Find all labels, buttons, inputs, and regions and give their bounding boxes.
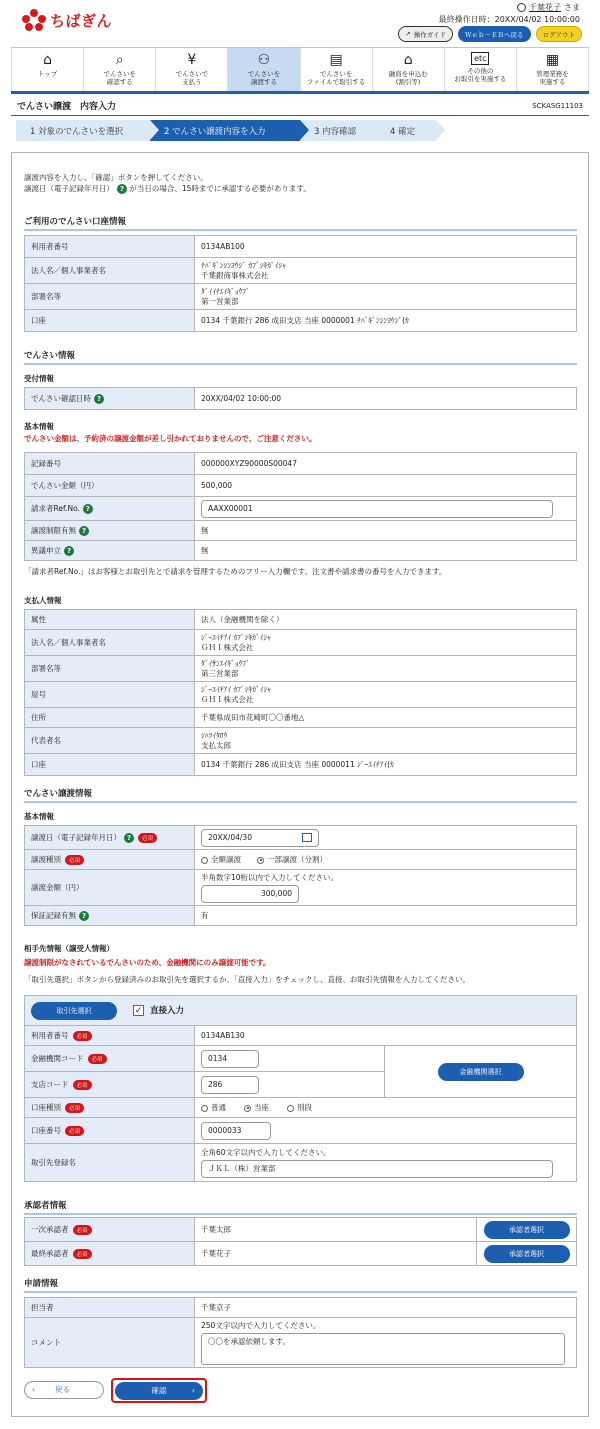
comment-hint: 250文字以内で入力してください。 <box>201 1321 321 1330</box>
row-value: 法人（金融機関を除く） <box>195 610 577 630</box>
table-row <box>25 1118 577 1144</box>
logo-flower-icon <box>22 9 46 31</box>
nav-label: その他の お取引を実施する <box>454 67 507 84</box>
row-label: 記録番号 <box>25 453 195 475</box>
row-value <box>195 1144 577 1182</box>
table-row <box>25 906 577 926</box>
main-content <box>11 152 589 1417</box>
header-buttons <box>398 26 582 42</box>
row-label <box>25 1072 195 1098</box>
table-row <box>25 1026 577 1046</box>
transfer-basic-subtitle: 基本情報 <box>24 812 54 821</box>
screen-id: SCKASG11103 <box>532 101 583 110</box>
label-text: 最終承認者 <box>31 1249 69 1258</box>
row-value <box>195 870 577 906</box>
table-row <box>25 826 577 850</box>
confirm-label: 確認 <box>151 1385 167 1395</box>
transfer-icon: ⚇ <box>257 52 271 68</box>
row-label: 住所 <box>25 708 195 728</box>
chibagin-logo[interactable] <box>22 9 112 31</box>
table-row <box>25 1046 577 1072</box>
back-label: 戻る <box>55 1385 70 1394</box>
table-row <box>25 630 577 656</box>
help-icon[interactable]: ? <box>94 394 104 404</box>
row-label: 代表者名 <box>25 728 195 754</box>
approver-btn-cell <box>477 1242 577 1266</box>
table-row <box>25 682 577 708</box>
step-4: 4 確定 <box>376 120 436 141</box>
row-value: ｼﾊﾗｲﾀﾛｳ 支払太郎 <box>195 728 577 754</box>
nav-admin[interactable] <box>517 48 589 91</box>
user-name[interactable]: 千葉花子 <box>529 3 561 12</box>
reg-name-hint: 全角60文字以内で入力してください。 <box>201 1148 331 1157</box>
table-row <box>25 521 577 541</box>
row-label <box>25 1242 195 1266</box>
row-value <box>195 1046 385 1072</box>
row-label: 担当者 <box>25 1298 195 1318</box>
intro-line-2a: 譲渡日（電子記録年月日） <box>24 183 114 193</box>
basic-info-table <box>24 452 577 561</box>
confirm-button-highlight <box>111 1378 207 1403</box>
row-label: 利用者番号 <box>25 236 195 258</box>
row-label <box>25 1098 195 1118</box>
row-label: でんさい金額（円） <box>25 475 195 497</box>
section-transfer-title: でんさい譲渡情報 <box>24 787 577 803</box>
partner-select-button[interactable]: 取引先選択 <box>31 1002 117 1020</box>
step-3: 3 内容確認 <box>300 120 376 141</box>
user-icon <box>517 3 526 12</box>
type-full-label: 全額譲渡 <box>211 855 241 864</box>
row-value: ﾁﾊﾞｷﾞﾝｼﾝﾖｳｼﾞ ｶﾌﾞｼｷｶﾞｲｼｬ 千葉銀商事株式会社 <box>195 258 577 284</box>
table-row <box>25 1218 577 1242</box>
global-nav <box>11 47 589 94</box>
external-link-icon: ↗ <box>405 30 411 38</box>
label-text: 請求者Ref.No. <box>31 504 80 513</box>
operation-guide-label: 操作ガイド <box>413 30 446 39</box>
intro-text <box>24 173 311 194</box>
nav-file[interactable] <box>301 48 373 91</box>
type-full-radio[interactable] <box>201 857 208 864</box>
account-no-input[interactable]: 0000033 <box>201 1122 271 1140</box>
step-1: 1 対象のでんさいを選択 <box>16 120 150 141</box>
nav-label: でんさいを 譲渡する <box>247 70 281 87</box>
nav-label: トップ <box>37 70 58 78</box>
row-label: 口座 <box>25 310 195 332</box>
calendar-icon[interactable] <box>302 833 312 842</box>
acct-separate-label: 別段 <box>297 1103 312 1112</box>
row-value: ｼﾞｰｴｲﾁｱｲ ｶﾌﾞｼｷｶﾞｲｼｬ ＧＨＩ株式会社 <box>195 682 577 708</box>
table-row <box>25 1318 577 1368</box>
row-label: コメント <box>25 1318 195 1368</box>
required-badge: 必須 <box>73 1225 92 1235</box>
partner-table <box>24 995 577 1182</box>
table-row <box>25 258 577 284</box>
logout-button[interactable]: ログアウト <box>536 26 583 42</box>
nav-top[interactable] <box>11 48 84 91</box>
row-label: 譲渡金額（円） <box>25 870 195 906</box>
row-label <box>25 906 195 926</box>
approver-table <box>24 1217 577 1266</box>
search-icon: ⌕ <box>115 52 124 68</box>
row-label <box>25 1218 195 1242</box>
branch-code-input[interactable]: 286 <box>201 1076 259 1094</box>
row-value: 千葉花子 <box>195 1242 477 1266</box>
nav-loan[interactable] <box>373 48 445 91</box>
row-label <box>25 1026 195 1046</box>
transfer-table <box>24 825 577 926</box>
reception-table <box>24 387 577 410</box>
nav-label: 管理業務を 実施する <box>536 70 569 87</box>
row-label: 口座 <box>25 754 195 776</box>
row-label: 法人名／個人事業者名 <box>25 258 195 284</box>
acct-ordinary-label: 普通 <box>211 1103 226 1112</box>
table-row <box>25 656 577 682</box>
row-label <box>25 826 195 850</box>
row-value: 千葉太郎 <box>195 1218 477 1242</box>
payer-subtitle: 支払人情報 <box>24 596 62 605</box>
direct-input-checkbox[interactable]: ✓ <box>134 1006 143 1016</box>
reception-subtitle: 受付情報 <box>24 374 54 383</box>
table-row <box>25 1144 577 1182</box>
acct-current-label: 当座 <box>254 1103 269 1112</box>
section-apply-title: 申請情報 <box>24 1277 577 1293</box>
table-row <box>25 708 577 728</box>
row-label <box>25 541 195 561</box>
label-text: 金融機関コード <box>31 1054 84 1063</box>
user-suffix: さま <box>564 3 580 12</box>
home-icon: ⌂ <box>43 52 52 68</box>
ref-no-input[interactable]: AAXX00001 <box>201 500 553 518</box>
nav-transfer[interactable] <box>228 48 300 91</box>
row-value: 千葉県成田市花崎町〇〇番地△ <box>195 708 577 728</box>
help-icon[interactable]: ? <box>124 833 134 843</box>
row-label <box>25 1118 195 1144</box>
user-info <box>517 2 580 13</box>
row-value: 無 <box>195 521 577 541</box>
type-partial-radio[interactable] <box>257 857 264 864</box>
row-value <box>195 1072 385 1098</box>
admin-icon: ▦ <box>545 52 560 68</box>
partner-subtitle: 相手先情報（譲受人情報） <box>24 944 114 953</box>
table-row <box>25 728 577 754</box>
approver-btn-cell <box>477 1218 577 1242</box>
table-row <box>25 497 577 521</box>
acct-separate-radio[interactable] <box>287 1105 294 1112</box>
apply-table <box>24 1297 577 1368</box>
label-text: 一次承認者 <box>31 1225 69 1234</box>
row-value <box>195 1118 577 1144</box>
amount-input[interactable]: 300,000 <box>201 885 299 903</box>
transfer-date-input[interactable] <box>201 829 319 847</box>
help-icon[interactable]: ? <box>79 911 89 921</box>
row-value <box>195 850 577 870</box>
row-label: 部署名等 <box>25 656 195 682</box>
table-row <box>25 850 577 870</box>
section-approver-title: 承認者情報 <box>24 1199 577 1215</box>
label-text: 利用者番号 <box>31 1031 69 1040</box>
nav-label: でんさいを ファイルで取引する <box>306 70 366 87</box>
table-row <box>25 388 577 410</box>
nav-pay[interactable] <box>156 48 228 91</box>
row-value: 000000XYZ90000S00047 <box>195 453 577 475</box>
type-partial-label: 一部譲渡（分割） <box>267 855 327 864</box>
bank-select-cell <box>385 1046 577 1098</box>
intro-line-2b: が当日の場合、15時までに承認する必要があります。 <box>129 183 311 193</box>
section-account-title: ご利用のでんさい口座情報 <box>24 215 577 231</box>
table-row <box>25 284 577 310</box>
row-value <box>195 826 577 850</box>
table-row <box>25 1242 577 1266</box>
required-badge: 必須 <box>138 833 157 843</box>
label-text: 譲渡制限有無 <box>31 526 76 535</box>
help-icon[interactable]: ? <box>117 184 127 194</box>
progress-steps <box>16 120 584 141</box>
comment-textarea[interactable]: 〇〇を承認依頼します。 <box>201 1333 565 1365</box>
table-row <box>25 754 577 776</box>
row-label: 部署名等 <box>25 284 195 310</box>
nav-other[interactable] <box>445 48 517 91</box>
bank-code-input[interactable]: 0134 <box>201 1050 259 1068</box>
account-table <box>24 235 577 332</box>
help-icon[interactable]: ? <box>64 546 74 556</box>
page-title: でんさい譲渡 内容入力 <box>17 102 117 112</box>
label-text: 口座番号 <box>31 1126 61 1135</box>
final-approver-select-button[interactable]: 承認者選択 <box>484 1245 570 1263</box>
acct-ordinary-radio[interactable] <box>201 1105 208 1112</box>
row-value: 千葉京子 <box>195 1298 577 1318</box>
confirm-button[interactable] <box>115 1382 203 1400</box>
help-icon[interactable]: ? <box>79 526 89 536</box>
file-icon: ▤ <box>329 52 343 68</box>
row-label <box>25 850 195 870</box>
row-value: 有 <box>195 906 577 926</box>
required-badge: 必須 <box>73 1080 92 1090</box>
row-label <box>25 521 195 541</box>
table-row <box>25 453 577 475</box>
ref-no-note: 「請求者Ref.No.」はお客様とお取引先とで請求を管理するためのフリー入力欄です。注文書や請求書の番号を入力できます。 <box>24 567 447 576</box>
back-button[interactable] <box>24 1381 104 1399</box>
row-label: 属性 <box>25 610 195 630</box>
required-badge: 必須 <box>88 1054 107 1064</box>
section-densai-title: でんさい情報 <box>24 349 577 365</box>
basic-subtitle: 基本情報 <box>24 422 54 431</box>
label-text: 口座種別 <box>31 1103 61 1112</box>
row-label: 取引先登録名 <box>25 1144 195 1182</box>
nav-label: でんさいで 支払う <box>175 70 209 87</box>
row-value: ﾀﾞｲｲﾁｴｲｷﾞｮｳﾌﾞ 第一営業部 <box>195 284 577 310</box>
bank-icon: ⌂ <box>403 52 413 68</box>
payment-icon: ¥ <box>187 52 197 68</box>
intro-line-1: 譲渡内容を入力し、「確認」ボタンを押してください。 <box>24 173 208 182</box>
row-value: 0134AB130 <box>195 1026 577 1046</box>
direct-input-label: 直接入力 <box>150 1005 185 1016</box>
row-value: 500,000 <box>195 475 577 497</box>
acct-current-radio[interactable] <box>244 1105 251 1112</box>
page-title-bar <box>11 96 589 116</box>
table-row <box>25 1298 577 1318</box>
reg-name-input[interactable]: ＪＫＬ（株）営業部 <box>201 1160 553 1178</box>
label-text: でんさい確認日時 <box>31 394 91 403</box>
table-row <box>25 475 577 497</box>
row-label: 法人名／個人事業者名 <box>25 630 195 656</box>
required-badge: 必須 <box>65 1103 84 1113</box>
table-row <box>25 236 577 258</box>
first-approver-select-button[interactable]: 承認者選択 <box>484 1221 570 1239</box>
row-value: 0134 千葉銀行 286 成田支店 当座 0000011 ｼﾞｰｴｲﾁｱｲ(ｶ <box>195 754 577 776</box>
row-label <box>25 388 195 410</box>
logo-text: ちばぎん <box>50 11 113 30</box>
nav-label: 融資を申込む (割引等) <box>388 70 428 87</box>
label-text: 譲渡日（電子記録年月日） <box>31 833 121 842</box>
nav-check[interactable] <box>84 48 156 91</box>
table-row <box>25 1098 577 1118</box>
amount-hint: 半角数字10桁以内で入力してください。 <box>201 873 339 882</box>
row-value: 0134 千葉銀行 286 成田支店 当座 0000001 ﾁﾊﾞｷﾞﾝｼﾝﾖｳｼﾞ(ｶ <box>195 310 577 332</box>
row-value: 0134AB100 <box>195 236 577 258</box>
web-eb-return-button[interactable]: Ｗｅｂ－ＥＢへ戻る <box>458 26 531 42</box>
table-row <box>25 310 577 332</box>
chevron-right-icon: › <box>192 1385 195 1395</box>
row-label <box>25 497 195 521</box>
table-row <box>25 996 577 1026</box>
partner-select-row <box>25 996 577 1026</box>
help-icon[interactable]: ? <box>83 504 93 514</box>
table-row <box>25 870 577 906</box>
chevron-left-icon: ‹ <box>32 1385 35 1394</box>
required-badge: 必須 <box>65 1126 84 1136</box>
bank-select-button[interactable]: 金融機関選択 <box>438 1063 524 1081</box>
step-2: 2 でんさい譲渡内容を入力 <box>150 120 300 141</box>
row-value: ﾀﾞｲｻﾝｴｲｷﾞｮｳﾌﾞ 第三営業部 <box>195 656 577 682</box>
last-operation-time: 最終操作日時：20XX/04/02 10:00:00 <box>438 15 580 24</box>
operation-guide-button[interactable] <box>398 26 453 42</box>
etc-icon: etc <box>471 52 489 65</box>
header <box>0 0 600 46</box>
row-value: ｼﾞｰｴｲﾁｱｲ ｶﾌﾞｼｷｶﾞｲｼｬ ＧＨＩ株式会社 <box>195 630 577 656</box>
row-value <box>195 1098 577 1118</box>
row-value <box>195 497 577 521</box>
row-value <box>195 1318 577 1368</box>
partner-warning: 譲渡制限がなされているでんさいのため、金融機関にのみ譲渡可能です。 <box>24 958 271 967</box>
label-text: 譲渡種別 <box>31 855 61 864</box>
row-label <box>25 1046 195 1072</box>
row-value: 無 <box>195 541 577 561</box>
required-badge: 必須 <box>73 1031 92 1041</box>
required-badge: 必須 <box>65 855 84 865</box>
label-text: 異議申立 <box>31 546 61 555</box>
label-text: 保証記録有無 <box>31 911 76 920</box>
payer-table <box>24 609 577 776</box>
amount-warning: でんさい金額は、予約済の譲渡金額が差し引かれておりませんので、ご注意ください。 <box>24 434 317 443</box>
table-row <box>25 610 577 630</box>
nav-label: でんさいを 確認する <box>103 70 136 87</box>
row-label: 屋号 <box>25 682 195 708</box>
label-text: 支店コード <box>31 1080 69 1089</box>
transfer-date-value: 20XX/04/30 <box>208 832 252 842</box>
partner-note: 「取引先選択」ボタンから登録済みのお取引先を選択するか、「直接入力」をチェックし、直接、お取引先情報を入力してください。 <box>24 975 471 984</box>
table-row <box>25 541 577 561</box>
required-badge: 必須 <box>73 1249 92 1259</box>
row-value: 20XX/04/02 10:00:00 <box>195 388 577 410</box>
